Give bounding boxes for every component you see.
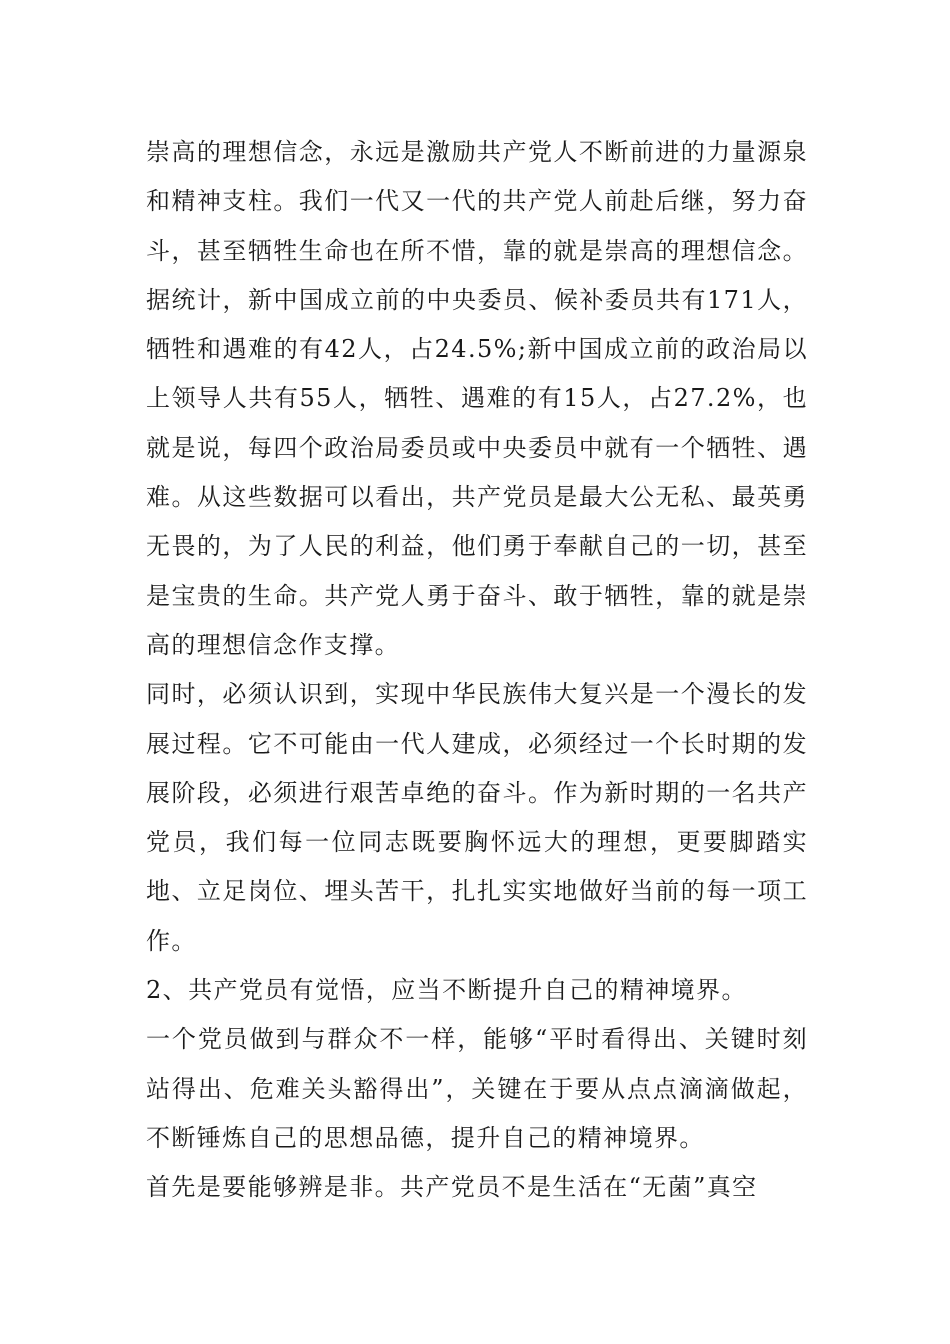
- document-body: [146, 128, 808, 1213]
- section-heading-2: 2、共产党员有觉悟，应当不断提升自己的精神境界。: [146, 976, 747, 1005]
- paragraph-spirit: 一个党员做到与群众不一样，能够“平时看得出、关键时刻站得出、危难关头豁得出”，关键在于要从点点滴滴做起，不断锤炼自己的思想品德，提升自己的精神境界。: [146, 1025, 808, 1152]
- paragraph-right-wrong: 首先是要能够辨是非。共产党员不是生活在“无菌”真空: [146, 1173, 758, 1202]
- paragraph-ideals: 崇高的理想信念，永远是激励共产党人不断前进的力量源泉和精神支柱。我们一代又一代的共产党人前赴后继，努力奋斗，甚至牺牲生命也在所不惜，靠的就是崇高的理想信念。据统计，新中国成立前的中央委员、候补委员共有171人，牺牲和遇难的有42人，占24.5%;新中国成立前的政治局以上领导人共有55人，牺牲、遇难的有15人，占27.2%，也就是说，每四个政治局委员或中央委员中就有一个牺牲、遇难。从这些数据可以看出，共产党员是最大公无私、最英勇无畏的，为了人民的利益，他们勇于奉献自己的一切，甚至是宝贵的生命。共产党人勇于奋斗、敢于牺牲，靠的就是崇高的理想信念作支撑。: [146, 138, 808, 659]
- paragraph-rejuvenation: 同时，必须认识到，实现中华民族伟大复兴是一个漫长的发展过程。它不可能由一代人建成，必须经过一个长时期的发展阶段，必须进行艰苦卓绝的奋斗。作为新时期的一名共产党员，我们每一位同志既要胸怀远大的理想，更要脚踏实地、立足岗位、埋头苦干，扎扎实实地做好当前的每一项工作。: [146, 680, 808, 955]
